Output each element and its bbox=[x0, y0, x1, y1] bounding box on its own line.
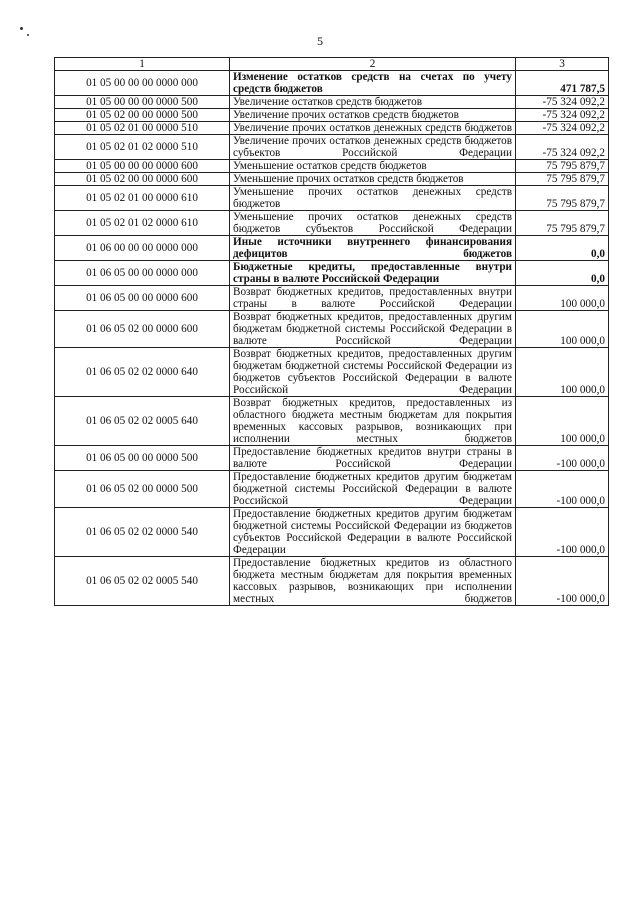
row-code: 01 06 05 02 02 0005 640 bbox=[55, 397, 230, 446]
row-code: 01 06 05 02 00 0000 500 bbox=[55, 471, 230, 508]
row-name: Возврат бюджетных кредитов, предоставленных другим бюджетам бюджетной системы Российской Федерации в валюте Российской Федерации bbox=[230, 311, 516, 348]
row-amount: -100 000,0 bbox=[516, 557, 609, 606]
scan-speck bbox=[20, 27, 23, 30]
table-header-row bbox=[55, 58, 609, 71]
row-amount: 75 795 879,7 bbox=[516, 211, 609, 236]
column-header-name: 2 bbox=[230, 58, 516, 71]
row-amount: 100 000,0 bbox=[516, 286, 609, 311]
table-row bbox=[55, 109, 609, 122]
table-body bbox=[55, 58, 609, 606]
column-header-code: 1 bbox=[55, 58, 230, 71]
row-code: 01 05 02 00 00 0000 500 bbox=[55, 109, 230, 122]
table-row bbox=[55, 160, 609, 173]
row-name: Уменьшение остатков средств бюджетов bbox=[230, 160, 516, 173]
row-code: 01 06 05 02 00 0000 600 bbox=[55, 311, 230, 348]
scan-speck bbox=[27, 34, 29, 36]
table-row bbox=[55, 508, 609, 557]
row-code: 01 06 05 02 02 0005 540 bbox=[55, 557, 230, 606]
row-code: 01 05 02 01 02 0000 610 bbox=[55, 211, 230, 236]
row-amount: 100 000,0 bbox=[516, 348, 609, 397]
row-amount: -75 324 092,2 bbox=[516, 96, 609, 109]
row-code: 01 05 02 01 02 0000 510 bbox=[55, 135, 230, 160]
table-row bbox=[55, 211, 609, 236]
row-code: 01 06 05 02 02 0000 540 bbox=[55, 508, 230, 557]
column-header-amount: 3 bbox=[516, 58, 609, 71]
table-row bbox=[55, 96, 609, 109]
row-name: Возврат бюджетных кредитов, предоставленных из областного бюджета местным бюджетам для покрытия временных кассовых разрывов, возникающих при исполнении местных бюджетов bbox=[230, 397, 516, 446]
row-name: Изменение остатков средств на счетах по учету средств бюджетов bbox=[230, 71, 516, 96]
row-name: Увеличение прочих остатков денежных средств бюджетов bbox=[230, 122, 516, 135]
row-amount: -100 000,0 bbox=[516, 508, 609, 557]
row-amount: 0,0 bbox=[516, 236, 609, 261]
table-row bbox=[55, 348, 609, 397]
row-code: 01 06 05 00 00 0000 600 bbox=[55, 286, 230, 311]
table-row bbox=[55, 173, 609, 186]
row-amount: 100 000,0 bbox=[516, 397, 609, 446]
row-code: 01 06 00 00 00 0000 000 bbox=[55, 236, 230, 261]
table-row bbox=[55, 135, 609, 160]
row-amount: 75 795 879,7 bbox=[516, 186, 609, 211]
row-name: Возврат бюджетных кредитов, предоставленных другим бюджетам бюджетной системы Российской Федерации из бюджетов субъектов Российской Федерации в валюте Российской Федерации bbox=[230, 348, 516, 397]
row-amount: -75 324 092,2 bbox=[516, 109, 609, 122]
row-amount: 471 787,5 bbox=[516, 71, 609, 96]
row-name: Уменьшение прочих остатков средств бюджетов bbox=[230, 173, 516, 186]
row-code: 01 05 02 00 00 0000 600 bbox=[55, 173, 230, 186]
row-amount: 75 795 879,7 bbox=[516, 160, 609, 173]
row-name: Возврат бюджетных кредитов, предоставленных внутри страны в валюте Российской Федерации bbox=[230, 286, 516, 311]
table-row bbox=[55, 397, 609, 446]
table-row bbox=[55, 236, 609, 261]
row-name: Иные источники внутреннего финансирования дефицитов бюджетов bbox=[230, 236, 516, 261]
page-number: 5 bbox=[317, 34, 323, 48]
row-code: 01 05 00 00 00 0000 000 bbox=[55, 71, 230, 96]
table-row bbox=[55, 186, 609, 211]
table-row bbox=[55, 122, 609, 135]
row-amount: 100 000,0 bbox=[516, 311, 609, 348]
table-row bbox=[55, 557, 609, 606]
row-name: Предоставление бюджетных кредитов из областного бюджета местным бюджетам для покрытия временных кассовых разрывов, возникающих при исполнении местных бюджетов bbox=[230, 557, 516, 606]
row-code: 01 05 00 00 00 0000 600 bbox=[55, 160, 230, 173]
table-row bbox=[55, 71, 609, 96]
row-name: Предоставление бюджетных кредитов внутри страны в валюте Российской Федерации bbox=[230, 446, 516, 471]
row-name: Увеличение прочих остатков денежных средств бюджетов субъектов Российской Федерации bbox=[230, 135, 516, 160]
row-code: 01 06 05 02 02 0000 640 bbox=[55, 348, 230, 397]
row-code: 01 05 02 01 00 0000 510 bbox=[55, 122, 230, 135]
row-name: Увеличение остатков средств бюджетов bbox=[230, 96, 516, 109]
table-row bbox=[55, 286, 609, 311]
row-name: Предоставление бюджетных кредитов другим бюджетам бюджетной системы Российской Федерации в валюте Российской Федерации bbox=[230, 471, 516, 508]
row-name: Предоставление бюджетных кредитов другим бюджетам бюджетной системы Российской Федерации из бюджетов субъектов Российской Федерации в валюте Российской Федерации bbox=[230, 508, 516, 557]
row-code: 01 05 02 01 00 0000 610 bbox=[55, 186, 230, 211]
row-amount: 75 795 879,7 bbox=[516, 173, 609, 186]
row-amount: -100 000,0 bbox=[516, 471, 609, 508]
row-name: Уменьшение прочих остатков денежных средств бюджетов bbox=[230, 186, 516, 211]
row-code: 01 06 05 00 00 0000 000 bbox=[55, 261, 230, 286]
row-amount: -75 324 092,2 bbox=[516, 122, 609, 135]
row-amount: -100 000,0 bbox=[516, 446, 609, 471]
row-name: Уменьшение прочих остатков денежных средств бюджетов субъектов Российской Федерации bbox=[230, 211, 516, 236]
row-code: 01 05 00 00 00 0000 500 bbox=[55, 96, 230, 109]
table-row bbox=[55, 446, 609, 471]
row-amount: -75 324 092,2 bbox=[516, 135, 609, 160]
row-amount: 0,0 bbox=[516, 261, 609, 286]
table-row bbox=[55, 311, 609, 348]
row-name: Увеличение прочих остатков средств бюджетов bbox=[230, 109, 516, 122]
table-row bbox=[55, 471, 609, 508]
table-row bbox=[55, 261, 609, 286]
sources-financing-table bbox=[54, 57, 609, 606]
row-name: Бюджетные кредиты, предоставленные внутри страны в валюте Российской Федерации bbox=[230, 261, 516, 286]
row-code: 01 06 05 00 00 0000 500 bbox=[55, 446, 230, 471]
